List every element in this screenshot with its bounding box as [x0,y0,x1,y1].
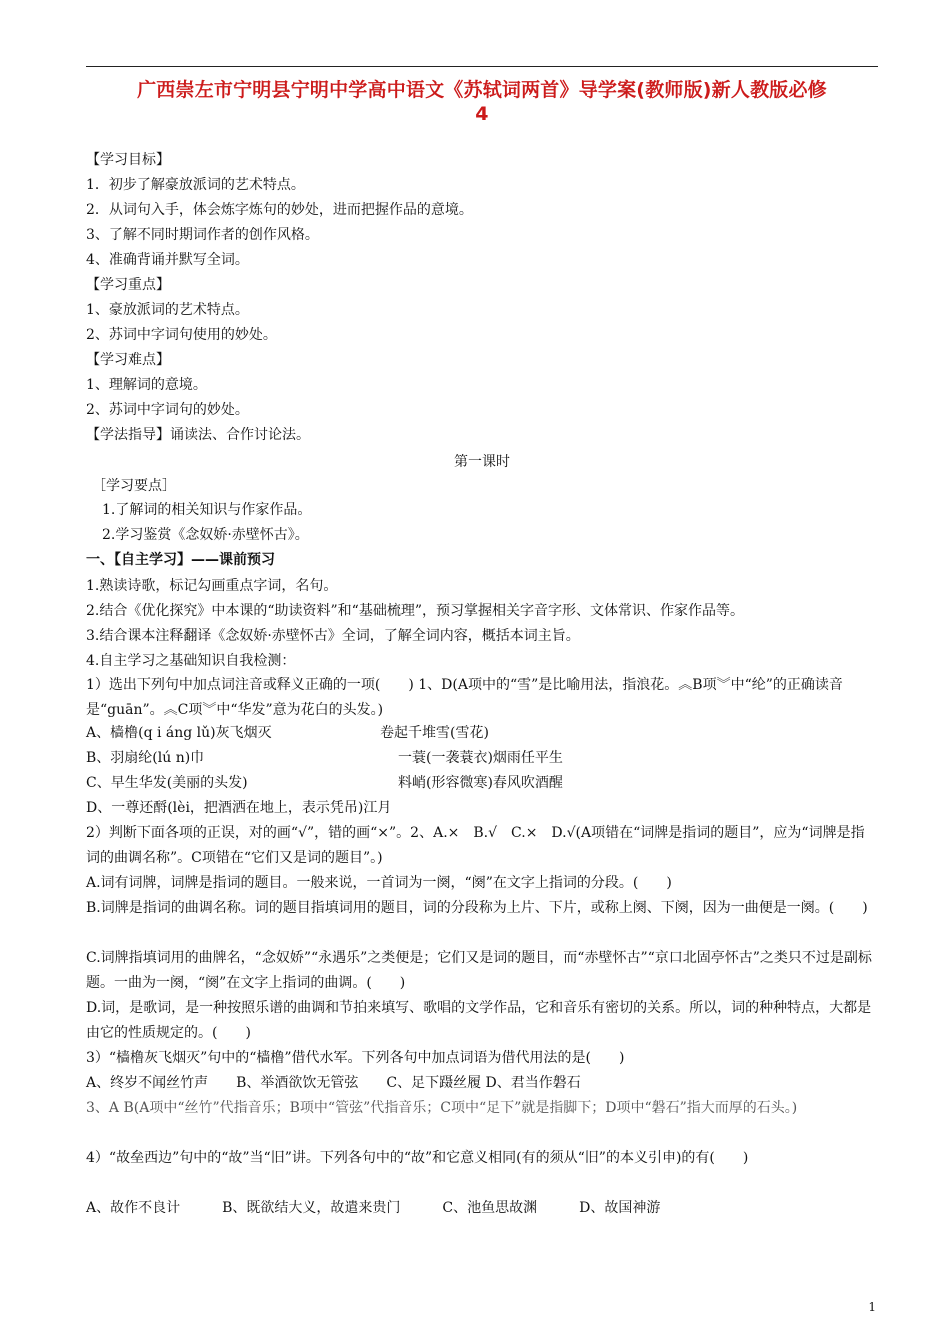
title-line-2: 4 [475,103,489,125]
points-heading: ［学习要点］ [92,478,176,494]
step-item: 2.结合《优化探究》中本课的“助读资料”和“基础梳理”，预习掌握相关字音字形、文体常识、作家作品等。 [86,603,744,619]
step-item: 4.自主学习之基础知识自我检测： [86,653,296,669]
difficulty-heading: 【学习难点】 [86,352,170,368]
q4-options: A、故作不良计 B、既欲结大义，故遣来贵门 C、池鱼思故渊 D、故国神游 [86,1200,661,1216]
top-rule [86,66,878,67]
goal-item: 1．初步了解豪放派词的艺术特点。 [86,177,305,193]
point-item: 1.了解词的相关知识与作家作品。 [102,502,312,518]
q1-option-a-right: 卷起千堆雪(雪花) [380,725,489,741]
q1-option-d: D、一尊还酹(lèi，把酒洒在地上，表示凭吊)江月 [86,800,392,816]
question-2: 2）判断下面各项的正误，对的画“√”，错的画“×”。2、A.× B.√ C.× D.√(A项错在“词牌是指词的题目”，应为“词牌是指词的曲调名称”。C项错在“它们又是词的题目”。) [86,825,865,866]
title-line-1: 广西崇左市宁明县宁明中学高中语文《苏轼词两首》导学案(教师版)新人教版必修 [137,79,827,101]
key-heading: 【学习重点】 [86,277,170,293]
q2-item-a: A.词有词牌，词牌是指词的题目。一般来说，一首词为一阕，“阕”在文字上指词的分段。( ) [86,875,672,891]
q1-option-b-right: 一蓑(一袭蓑衣)烟雨任平生 [398,750,563,766]
q3-answer: 3、A B(A项中“丝竹”代指音乐；B项中“管弦”代指音乐；C项中“足下”就是指脚下；D项中“磐石”指大而厚的石头。) [86,1100,798,1116]
key-item: 2、苏词中字词句使用的妙处。 [86,327,277,343]
page-title [86,78,878,126]
difficulty-item: 2、苏词中字词句的妙处。 [86,402,249,418]
method-line: 【学法指导】诵读法、合作讨论法。 [86,427,310,443]
difficulty-item: 1、理解词的意境。 [86,377,207,393]
q2-item-b: B.词牌是指词的曲调名称。词的题目指填词用的题目，词的分段称为上片、下片，或称上阕、下阕，因为一曲便是一阕。( ) [86,900,868,916]
step-item: 3.结合课本注释翻译《念奴娇·赤壁怀古》全词，了解全词内容，概括本词主旨。 [86,628,580,644]
lesson-title: 第一课时 [454,454,510,470]
point-item: 2.学习鉴赏《念奴娇·赤壁怀古》。 [102,527,309,543]
goal-item: 2．从词句入手，体会炼字炼句的妙处，进而把握作品的意境。 [86,202,473,218]
question-4: 4）“故垒西边”句中的“故”当“旧”讲。下列各句中的“故”和它意义相同(有的须从“旧”的本义引申)的有( ) [86,1150,749,1166]
goal-item: 4、准确背诵并默写全词。 [86,252,249,268]
question-1: 1）选出下列句中加点词注音或释义正确的一项( ) 1、D(A项中的“雪”是比喻用法，指浪花。︽B项︾中“纶”的正确读音是“guān”。︽C项︾中“华发”意为花白的头发。) [86,677,843,718]
q2-item-c: C.词牌指填词用的曲牌名，“念奴娇”“永遇乐”之类便是；它们又是词的题目，而“赤壁怀古”“京口北固亭怀古”之类只不过是副标题。一曲为一阕，“阕”在文字上指词的曲调。( ) [86,950,872,991]
goal-item: 3、了解不同时期词作者的创作风格。 [86,227,319,243]
q1-option-c: C、早生华发(美丽的头发) [86,775,248,791]
q1-option-a: A、樯橹(q i áng lǔ)灰飞烟灭 [86,725,272,741]
q2-item-d: D.词，是歌词，是一种按照乐谱的曲调和节拍来填写、歌唱的文学作品，它和音乐有密切的关系。所以，词的种种特点，大都是由它的性质规定的。( ) [86,1000,872,1041]
question-3: 3）“樯橹灰飞烟灭”句中的“樯橹”借代水军。下列各句中加点词语为借代用法的是( ) [86,1050,625,1066]
step-item: 1.熟读诗歌，标记勾画重点字词，名句。 [86,578,338,594]
q1-option-c-right: 料峭(形容微寒)春风吹酒醒 [398,775,563,791]
goals-heading: 【学习目标】 [86,152,170,168]
q3-options: A、终岁不闻丝竹声 B、举酒欲饮无管弦 C、足下蹑丝履 D、君当作磐石 [86,1075,581,1091]
key-item: 1、豪放派词的艺术特点。 [86,302,249,318]
section-heading: 一、【自主学习】——课前预习 [86,552,275,568]
page-number: 1 [868,1300,876,1314]
q1-option-b: B、羽扇纶(lú n)巾 [86,750,205,766]
